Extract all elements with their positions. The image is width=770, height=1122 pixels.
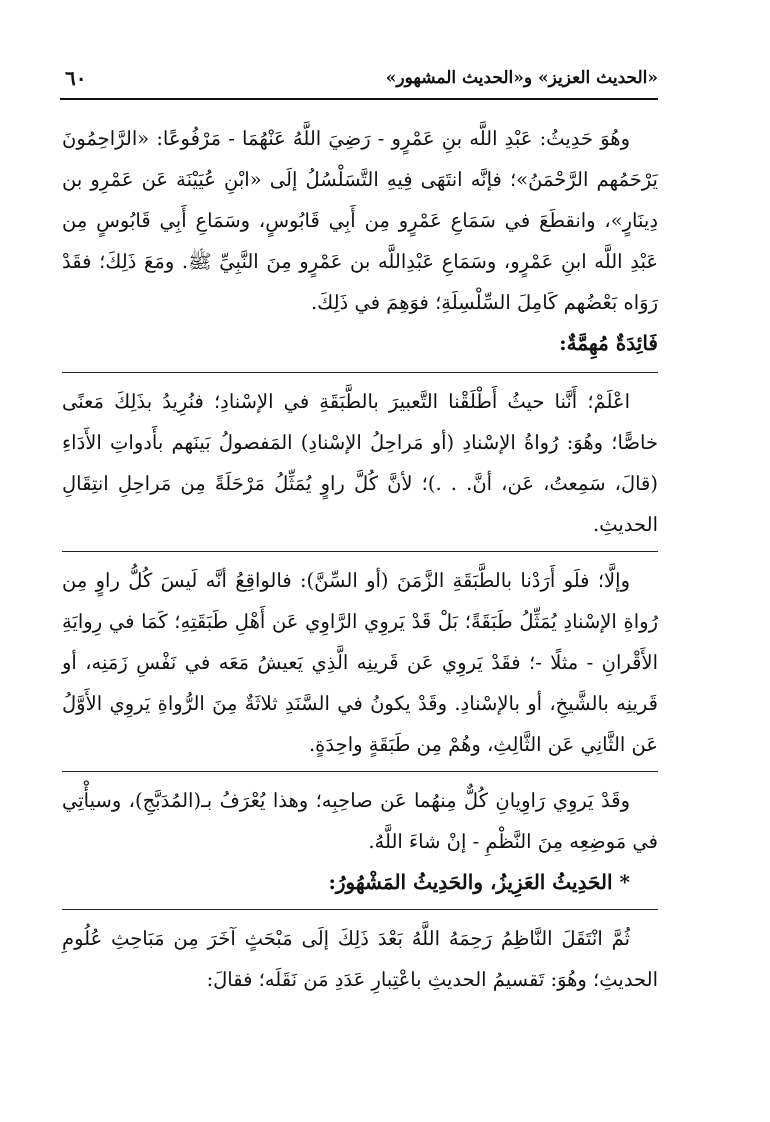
section-divider — [62, 909, 658, 910]
section-aziz-mashhur — [62, 918, 658, 1000]
section-hadith-chain — [62, 118, 658, 323]
section-heading-aziz-mashhur: * الحَدِيثُ العَزِيزُ، والحَدِيثُ المَشْهُورُ: — [328, 870, 630, 894]
section-heading-important-note: فَائِدَةٌ مُهِمَّةٌ: — [559, 331, 658, 355]
header-divider — [60, 98, 658, 100]
running-header-title: «الحديث العزيز» و«الحديث المشهور» — [385, 68, 658, 88]
paragraph-divider — [62, 551, 658, 552]
section-divider — [62, 372, 658, 373]
paragraph: ثُمَّ انْتَقَلَ النَّاظِمُ رَحِمَهُ اللَّهُ بَعْدَ ذَلِكَ إلَى مَبْحَثٍ آخَرَ مِن مَبَاحِثِ عُلُومِ الحديثِ؛ وهُوَ: تَقسيمُ الحديثِ باعْتِبارِ عَدَدِ مَن نَقَلَه؛ فقالَ: — [62, 927, 658, 991]
paragraph: اعْلَمْ؛ أَنَّنا حيثُ أَطْلَقْنا التَّعبيرَ بالطَّبَقَةِ في الإسْنادِ؛ فنُرِيدُ بذَلِكَ مَعنًى خاصًّا؛ وهُوَ: رُواةُ الإسْنادِ (أو مَراحِلُ الإسْنادِ) المَفصولُ بَينَهم بأَدواتِ الأَدَاءِ (قالَ، سَمِعتُ، عَن، أنَّ. . .)؛ لأنَّ كُلَّ راوٍ يُمَثِّلُ مَرْحَلَةً مِن مَراحِلِ انتِقَالِ الحديثِ. — [62, 390, 658, 536]
page-body — [62, 118, 658, 1000]
paragraph: وقَدْ يَروِي رَاوِيانِ كُلٌّ مِنهُما عَن صاحِبِه؛ وهذا يُعْرَفُ بـ(المُدَبَّجِ)، وسيأْتِي في مَوضِعِه مِنَ النَّظْمِ - إنْ شاءَ اللَّهُ. — [62, 789, 658, 853]
paragraph: وإلَّا؛ فلَو أَرَدْنا بالطَّبَقَةِ الزَّمَنَ (أو السِّنَّ): فالواقِعُ أنَّه لَيسَ كُلُّ راوٍ مِن رُواةِ الإسْنادِ يُمَثِّلُ طَبَقَةً؛ بَلْ قَدْ يَروِي الرَّاوِي عَن أَهْلِ طَبَقَتِهِ؛ كَمَا في رِوايَةِ الأَقْرانِ - مثلًا -؛ فقَدْ يَروِي عَن قَرينِه الَّذِي يَعيشُ مَعَه في نَفْسِ زَمَنِه، أو قَرينِه بالشَّيخِ، أو بالإسْنادِ. وقَدْ يكونُ في السَّنَدِ ثلاثَةٌ مِنَ الرُّواةِ يَروِي الأَوَّلُ عَن الثَّانِي عَن الثَّالِثِ، وهُمْ مِن طَبَقَةٍ واحِدَةٍ. — [62, 569, 659, 756]
paragraph: وهُوَ حَدِيثُ: عَبْدِ اللَّه بنِ عَمْرٍو - رَضِيَ اللَّهُ عَنْهُمَا - مَرْفُوعًا: «الرَّاحِمُونَ يَرْحَمُهم الرَّحْمَنُ»؛ فإنَّه انتَهَى فِيهِ التَّسَلْسُلُ إلَى «ابْنِ عُيَيْنَة عَن عَمْرِو بن دِينَارٍ»، وانقطَعَ في سَمَاعِ عَمْرٍو مِن أَبِي قَابُوسٍ، وسَمَاعِ أَبِي قَابُوسٍ مِن عَبْدِ اللَّه ابنِ عَمْرٍو، وسَمَاعِ عَبْدِاللَّه بن عَمْرٍو مِنَ النَّبِيِّ ﷺ. ومَعَ ذَلِكَ؛ فقَدْ رَوَاه بَعْضُهم كَامِلَ السِّلْسِلَةِ؛ فوَهِمَ في ذَلِكَ. — [62, 127, 658, 314]
page-header — [65, 58, 658, 98]
paragraph-divider — [62, 771, 658, 772]
page-number: ٦٠ — [65, 66, 87, 90]
section-important-note — [62, 381, 658, 862]
